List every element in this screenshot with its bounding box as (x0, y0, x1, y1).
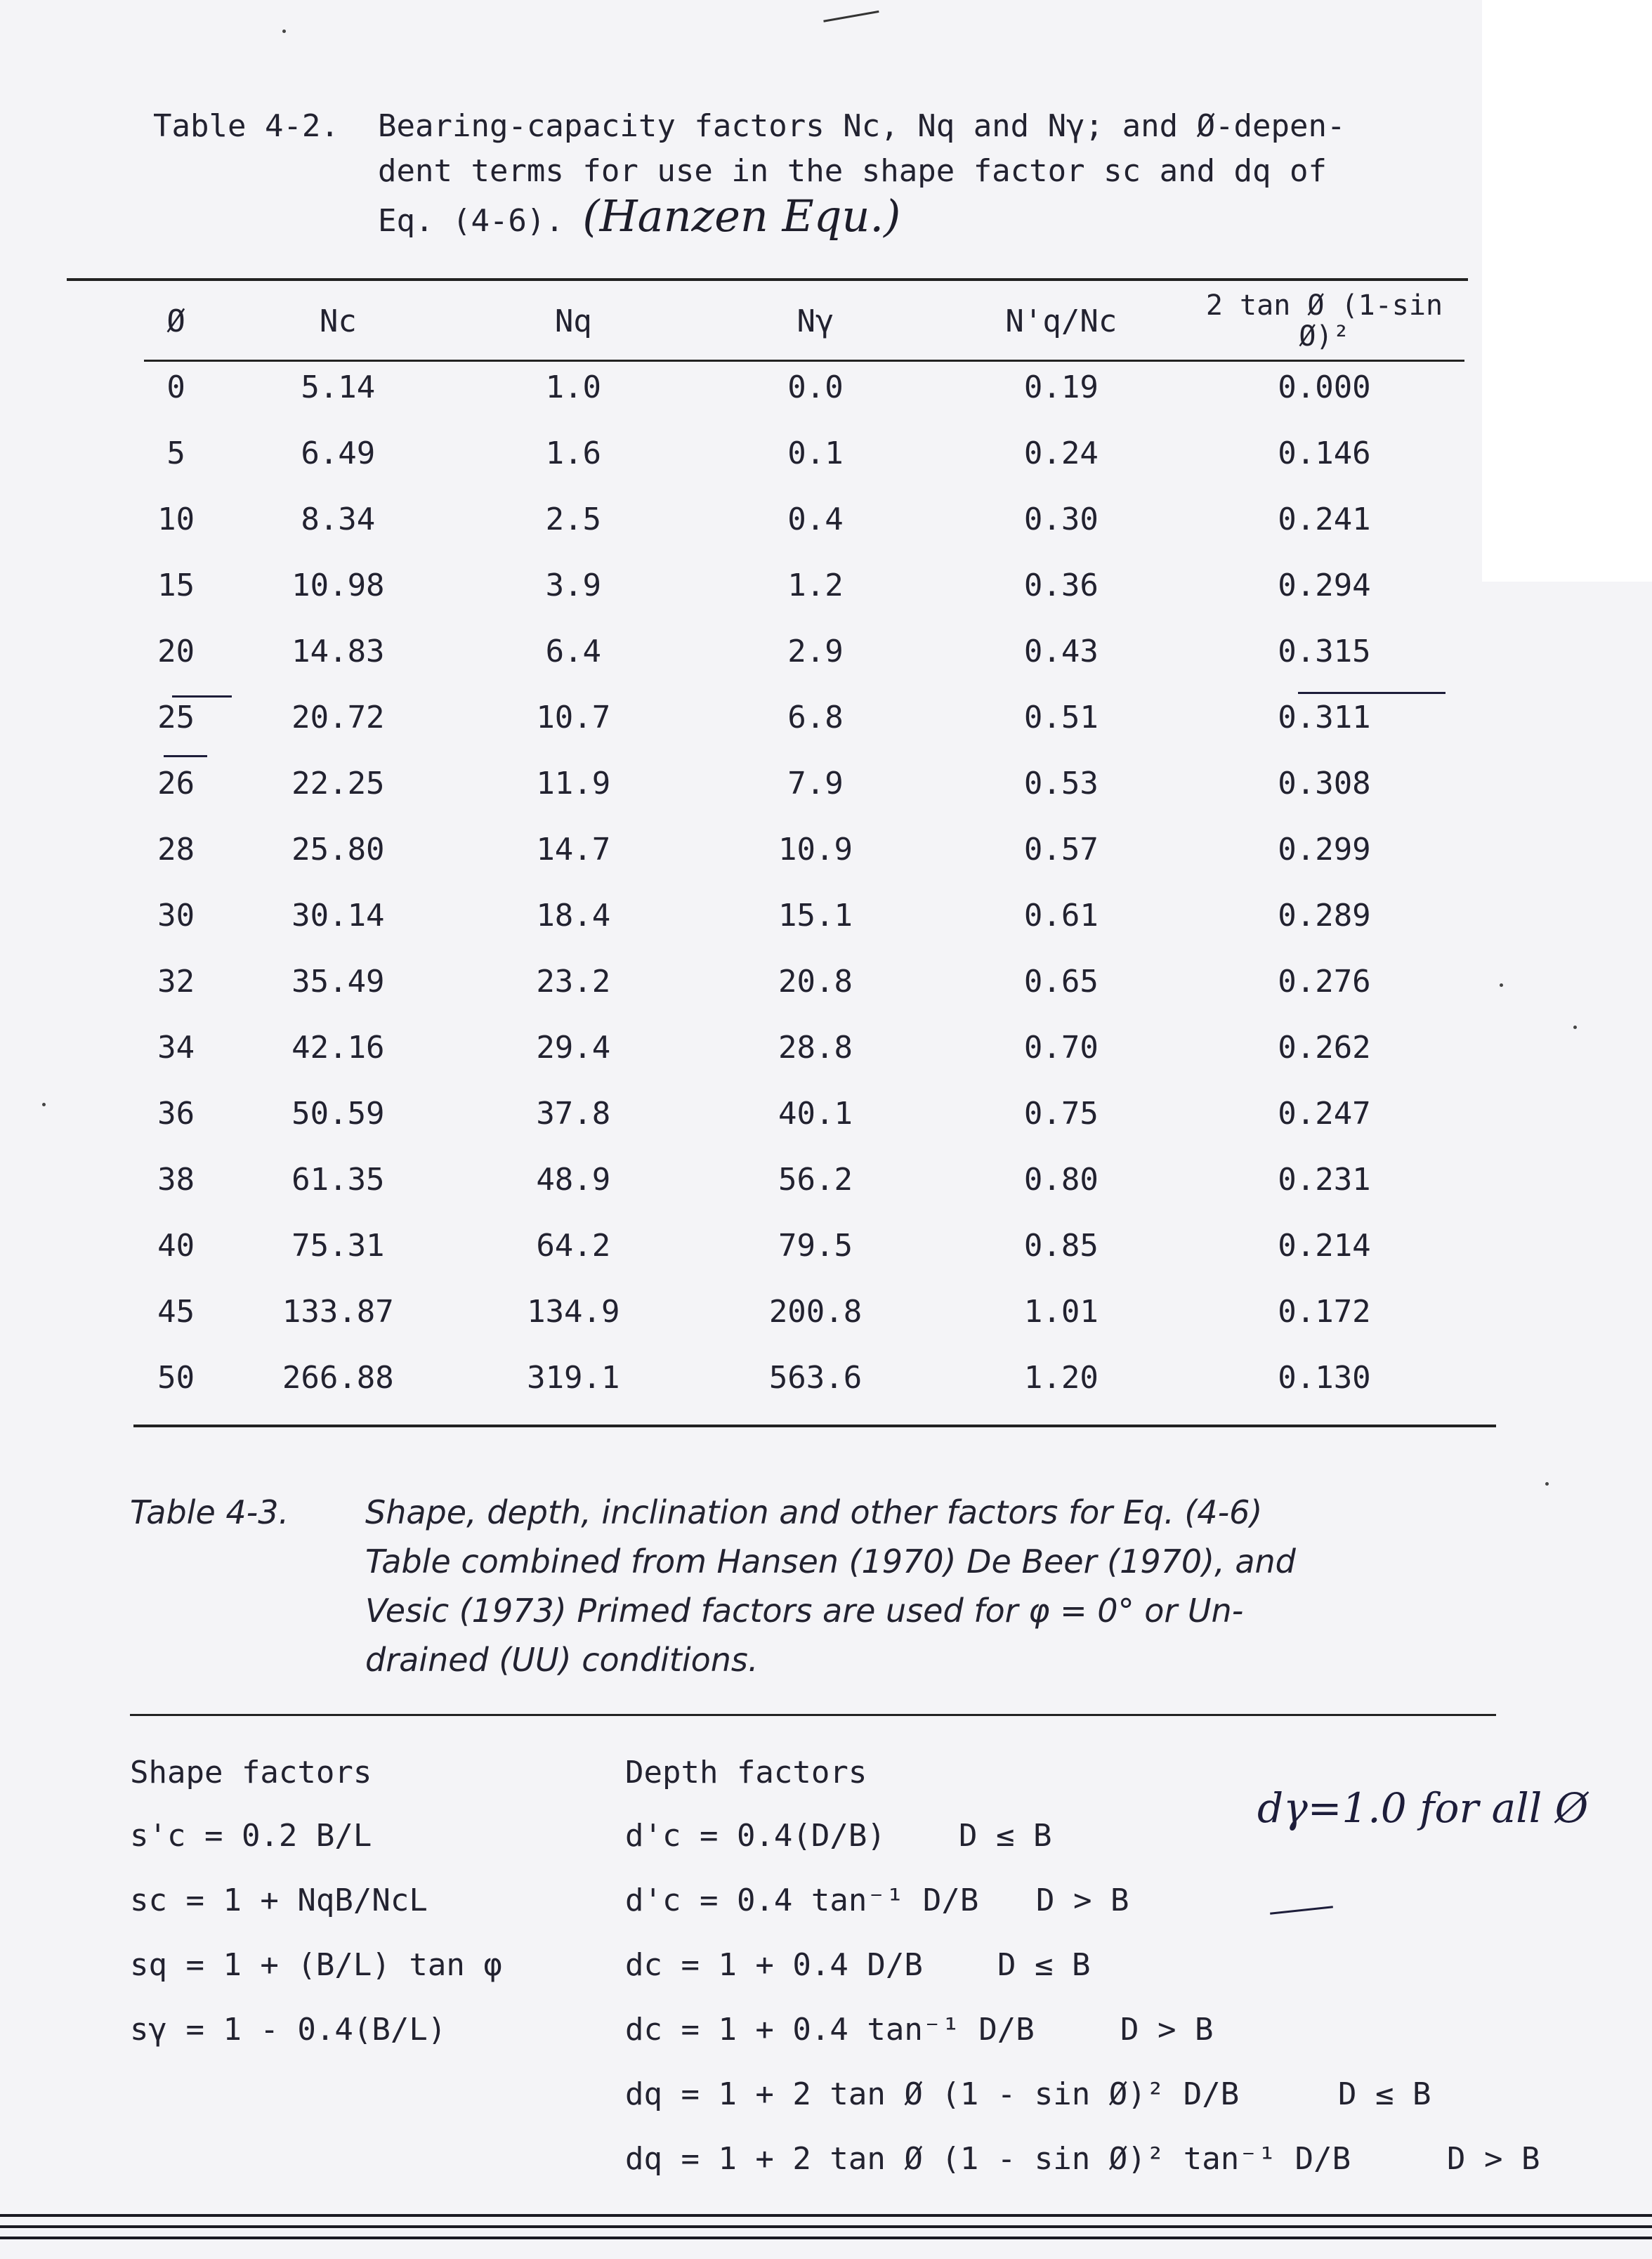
table-cell: 0.19 (1023, 369, 1099, 405)
table-cell: 30.14 (291, 897, 385, 934)
table-4-2-caption: Table 4-2. (153, 108, 339, 144)
table-cell: 266.88 (282, 1359, 394, 1396)
table-cell: 22.25 (291, 765, 385, 801)
depth-condition-4: D > B (1120, 2012, 1214, 2048)
scan-speck (282, 30, 286, 33)
table-cell: 34 (157, 1029, 195, 1066)
table-row (133, 882, 1468, 948)
header-nc: Nc (319, 303, 357, 339)
table-cell: 0.172 (1278, 1293, 1371, 1330)
header-nq-nc: N'q/Nc (1005, 303, 1117, 339)
table-cell: 42.16 (291, 1029, 385, 1066)
table-cell: 0.000 (1278, 369, 1371, 405)
table-cell: 50 (157, 1359, 195, 1396)
shape-factor-sgamma: sγ = 1 - 0.4(B/L) (130, 2012, 447, 2048)
table-cell: 0.214 (1278, 1227, 1371, 1264)
table-cell: 29.4 (536, 1029, 611, 1066)
depth-condition-1: D ≤ B (959, 1818, 1052, 1854)
table-cell: 1.01 (1023, 1293, 1099, 1330)
table-cell: 20.72 (291, 699, 385, 735)
table-cell: 319.1 (527, 1359, 620, 1396)
table-row (133, 420, 1468, 486)
table-cell: 0.4 (787, 501, 844, 537)
table-cell: 36 (157, 1095, 195, 1132)
depth-condition-5: D ≤ B (1338, 2076, 1431, 2112)
shape-factor-sc: sc = 1 + NqB/NcL (130, 1883, 428, 1918)
table-cell: 5 (166, 435, 185, 471)
depth-condition-6: D > B (1447, 2141, 1540, 2177)
table-row (133, 618, 1468, 684)
table-row (133, 816, 1468, 882)
t3-line-3: Vesic (1973) Primed factors are used for φ = 0° or Un- (365, 1592, 1244, 1630)
table-row (133, 684, 1468, 750)
table-cell: 1.20 (1023, 1359, 1099, 1396)
table-cell: 0.61 (1023, 897, 1099, 934)
table-cell: 50.59 (291, 1095, 385, 1132)
scan-speck (1500, 983, 1503, 987)
table-row (133, 1278, 1468, 1344)
table-cell: 20.8 (778, 963, 853, 1000)
table-cell: 10.98 (291, 567, 385, 603)
table-cell: 14.83 (291, 633, 385, 669)
table-cell: 25 (157, 699, 195, 735)
table-cell: 1.6 (545, 435, 602, 471)
table-4-3-title (130, 1488, 1296, 1684)
table-row (133, 354, 1468, 420)
table-cell: 61.35 (291, 1161, 385, 1198)
table-cell: 0 (166, 369, 185, 405)
depth-condition-3: D ≤ B (997, 1947, 1091, 1983)
table-cell: 40.1 (778, 1095, 853, 1132)
table-cell: 0.130 (1278, 1359, 1371, 1396)
table-row (133, 1344, 1468, 1410)
table-cell: 0.308 (1278, 765, 1371, 801)
table-cell: 0.1 (787, 435, 844, 471)
table-cell: 28.8 (778, 1029, 853, 1066)
table-cell: 0.57 (1023, 831, 1099, 867)
table-row (133, 1212, 1468, 1278)
header-phi: Ø (166, 303, 185, 339)
table-row (133, 750, 1468, 816)
table-cell: 0.65 (1023, 963, 1099, 1000)
scan-corner-patch (1482, 0, 1652, 582)
handwritten-dgamma-note: dγ=1.0 for all Ø (1257, 1784, 1589, 1832)
table-cell: 0.315 (1278, 633, 1371, 669)
table-row (133, 486, 1468, 552)
table-cell: 0.299 (1278, 831, 1371, 867)
table-cell: 8.34 (301, 501, 376, 537)
rule-bottom-table-4-2 (133, 1425, 1496, 1427)
table-cell: 0.311 (1278, 699, 1371, 735)
scan-speck (42, 1103, 46, 1106)
rule-top (67, 278, 1468, 281)
handwritten-hanzen-note: (Hanzen Equ.) (582, 190, 901, 242)
table-cell: 0.24 (1023, 435, 1099, 471)
table-row (133, 948, 1468, 1014)
table-row (133, 1014, 1468, 1080)
table-cell: 0.241 (1278, 501, 1371, 537)
handwritten-underline-20 (172, 695, 232, 698)
table-cell: 0.0 (787, 369, 844, 405)
header-ngamma: Nγ (796, 303, 834, 339)
depth-factors-heading: Depth factors (625, 1755, 867, 1790)
table-cell: 6.8 (787, 699, 844, 735)
table-cell: 7.9 (787, 765, 844, 801)
table-cell: 6.49 (301, 435, 376, 471)
table-row (133, 552, 1468, 618)
header-nq: Nq (554, 303, 592, 339)
shape-factor-sq: sq = 1 + (B/L) tan φ (130, 1947, 502, 1983)
table-4-2-title (153, 104, 1346, 244)
table-cell: 26 (157, 765, 195, 801)
table-cell: 0.30 (1023, 501, 1099, 537)
table-cell: 0.85 (1023, 1227, 1099, 1264)
table-cell: 0.51 (1023, 699, 1099, 735)
table-cell: 0.36 (1023, 567, 1099, 603)
table-cell: 23.2 (536, 963, 611, 1000)
table-4-3-caption: Table 4-3. (130, 1493, 289, 1531)
depth-factor-dc-prime-2: d'c = 0.4 tan⁻¹ D/B (625, 1883, 979, 1918)
table-cell: 0.53 (1023, 765, 1099, 801)
table-cell: 0.247 (1278, 1095, 1371, 1132)
table-cell: 10 (157, 501, 195, 537)
table-cell: 5.14 (301, 369, 376, 405)
table-cell: 35.49 (291, 963, 385, 1000)
table-cell: 2.5 (545, 501, 602, 537)
depth-factor-dc-2: dc = 1 + 0.4 tan⁻¹ D/B (625, 2012, 1035, 2048)
table-cell: 45 (157, 1293, 195, 1330)
table-cell: 25.80 (291, 831, 385, 867)
table-cell: 75.31 (291, 1227, 385, 1264)
pen-stroke (820, 0, 879, 22)
table-row (133, 1080, 1468, 1146)
table-cell: 200.8 (768, 1293, 863, 1330)
table-cell: 64.2 (536, 1227, 611, 1264)
table-cell: 0.262 (1278, 1029, 1371, 1066)
t3-line-2: Table combined from Hansen (1970) De Beer (1970), and (365, 1543, 1296, 1580)
handwritten-underline-0315 (1298, 692, 1446, 694)
table-cell: 0.294 (1278, 567, 1371, 603)
table-cell: 10.9 (778, 831, 853, 867)
table-cell: 2.9 (787, 633, 844, 669)
table-cell: 20 (157, 633, 195, 669)
table-cell: 32 (157, 963, 195, 1000)
table-cell: 15.1 (778, 897, 853, 934)
header-tan-term: 2 tan Ø (1-sin Ø)² (1205, 289, 1443, 353)
title-line-1: Bearing-capacity factors Nc, Nq and Nγ; and Ø-depen- (378, 108, 1346, 144)
table-cell: 28 (157, 831, 195, 867)
table-cell: 6.4 (545, 633, 602, 669)
table-cell: 1.0 (545, 369, 602, 405)
t3-line-1: Shape, depth, inclination and other factors for Eq. (4-6) (365, 1493, 1263, 1531)
table-cell: 30 (157, 897, 195, 934)
table-cell: 3.9 (545, 567, 602, 603)
table-cell: 11.9 (536, 765, 611, 801)
table-cell: 0.231 (1278, 1161, 1371, 1198)
table-cell: 18.4 (536, 897, 611, 934)
rule-table-4-3 (130, 1714, 1496, 1716)
table-cell: 133.87 (282, 1293, 394, 1330)
t3-line-4: drained (UU) conditions. (365, 1641, 759, 1679)
table-cell: 0.276 (1278, 963, 1371, 1000)
handwritten-underline-dgamma (1270, 1906, 1333, 1914)
table-cell: 1.2 (787, 567, 844, 603)
table-cell: 563.6 (768, 1359, 863, 1396)
depth-factor-dq-2: dq = 1 + 2 tan Ø (1 - sin Ø)² tan⁻¹ D/B (625, 2141, 1351, 2177)
table-cell: 0.43 (1023, 633, 1099, 669)
depth-factor-dc-1: dc = 1 + 0.4 D/B (625, 1947, 923, 1983)
table-cell: 0.146 (1278, 435, 1371, 471)
table-cell: 10.7 (536, 699, 611, 735)
depth-condition-2: D > B (1036, 1883, 1129, 1918)
table-cell: 134.9 (527, 1293, 620, 1330)
depth-factor-dc-prime-1: d'c = 0.4(D/B) (625, 1818, 886, 1854)
table-row (133, 1146, 1468, 1212)
table-cell: 0.80 (1023, 1161, 1099, 1198)
table-cell: 37.8 (536, 1095, 611, 1132)
table-header-row (133, 288, 1468, 354)
shape-factors-heading: Shape factors (130, 1755, 372, 1790)
table-cell: 0.75 (1023, 1095, 1099, 1132)
table-cell: 15 (157, 567, 195, 603)
table-cell: 79.5 (778, 1227, 853, 1264)
table-cell: 40 (157, 1227, 195, 1264)
table-cell: 38 (157, 1161, 195, 1198)
scan-speck (1545, 1482, 1549, 1486)
table-cell: 0.70 (1023, 1029, 1099, 1066)
table-cell: 48.9 (536, 1161, 611, 1198)
table-cell: 56.2 (778, 1161, 853, 1198)
table-cell: 0.289 (1278, 897, 1371, 934)
depth-factor-dq-1: dq = 1 + 2 tan Ø (1 - sin Ø)² D/B (625, 2076, 1240, 2112)
handwritten-underline-25 (164, 755, 207, 757)
title-line-2: dent terms for use in the shape factor sc and dq of (378, 153, 1328, 189)
table-cell: 14.7 (536, 831, 611, 867)
bearing-capacity-table (133, 288, 1468, 1410)
bottom-scan-rules (0, 2206, 1652, 2239)
scan-speck (1573, 1026, 1577, 1029)
title-line-3: Eq. (4-6). (378, 203, 564, 239)
shape-factor-sc-prime: s'c = 0.2 B/L (130, 1818, 372, 1854)
